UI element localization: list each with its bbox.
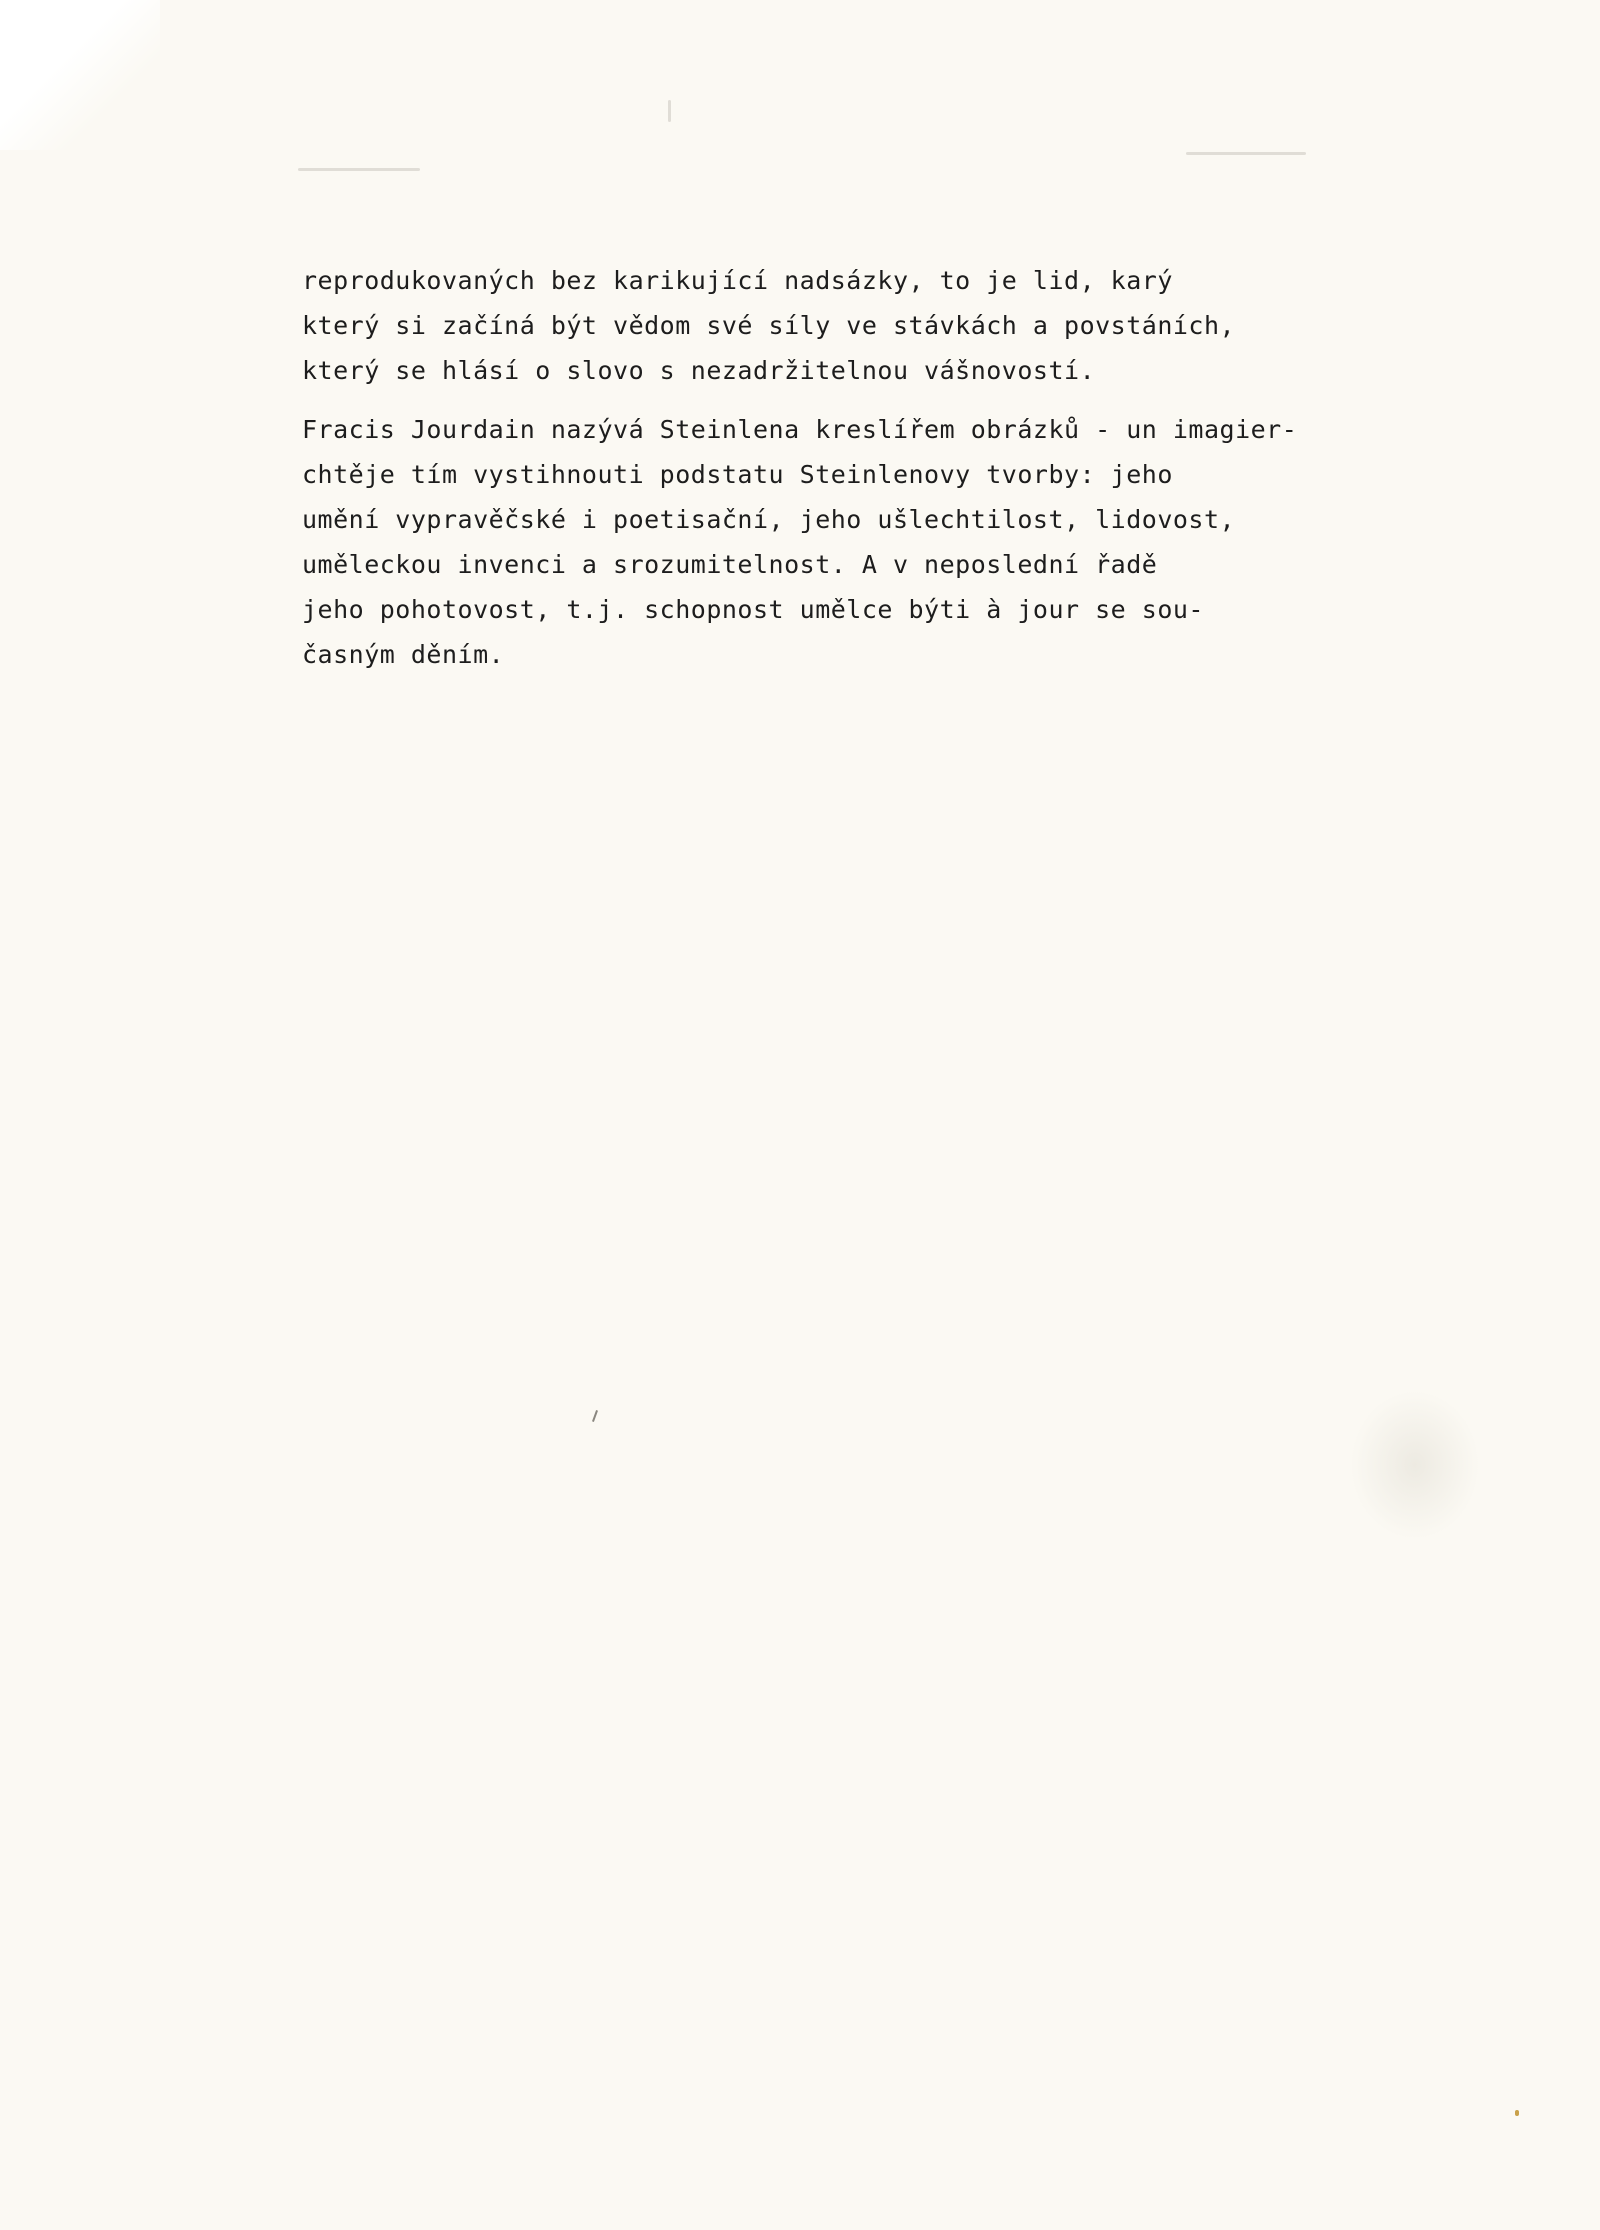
paper-bleed-stain	[1350, 1390, 1480, 1540]
paper-corner-shade	[0, 0, 160, 150]
paper-mark	[592, 1410, 598, 1422]
text-line: časným děním.	[302, 640, 505, 669]
text-line: chtěje tím vystihnouti podstatu Steinlenovy tvorby: jeho	[302, 460, 1173, 489]
text-line: Fracis Jourdain nazývá Steinlena kreslířem obrázků - un imagier-	[302, 415, 1298, 444]
text-line: který si začíná být vědom své síly ve stávkách a povstáních,	[302, 311, 1236, 340]
paper-smudge	[668, 100, 671, 122]
text-line: reprodukovaných bez karikující nadsázky, to je lid, karý	[302, 266, 1173, 295]
paragraph	[302, 258, 1502, 393]
paper-smudge	[1186, 152, 1306, 155]
paper-smudge	[298, 168, 420, 171]
text-line: jeho pohotovost, t.j. schopnost umělce býti à jour se sou-	[302, 595, 1204, 624]
paragraph	[302, 407, 1502, 677]
text-line: který se hlásí o slovo s nezadržitelnou vášnovostí.	[302, 356, 1096, 385]
text-line: umění vypravěčské i poetisační, jeho ušlechtilost, lidovost,	[302, 505, 1236, 534]
typed-text-body	[302, 258, 1502, 677]
text-line: uměleckou invenci a srozumitelnost. A v neposlední řadě	[302, 550, 1158, 579]
paper-speck	[1515, 2110, 1519, 2116]
